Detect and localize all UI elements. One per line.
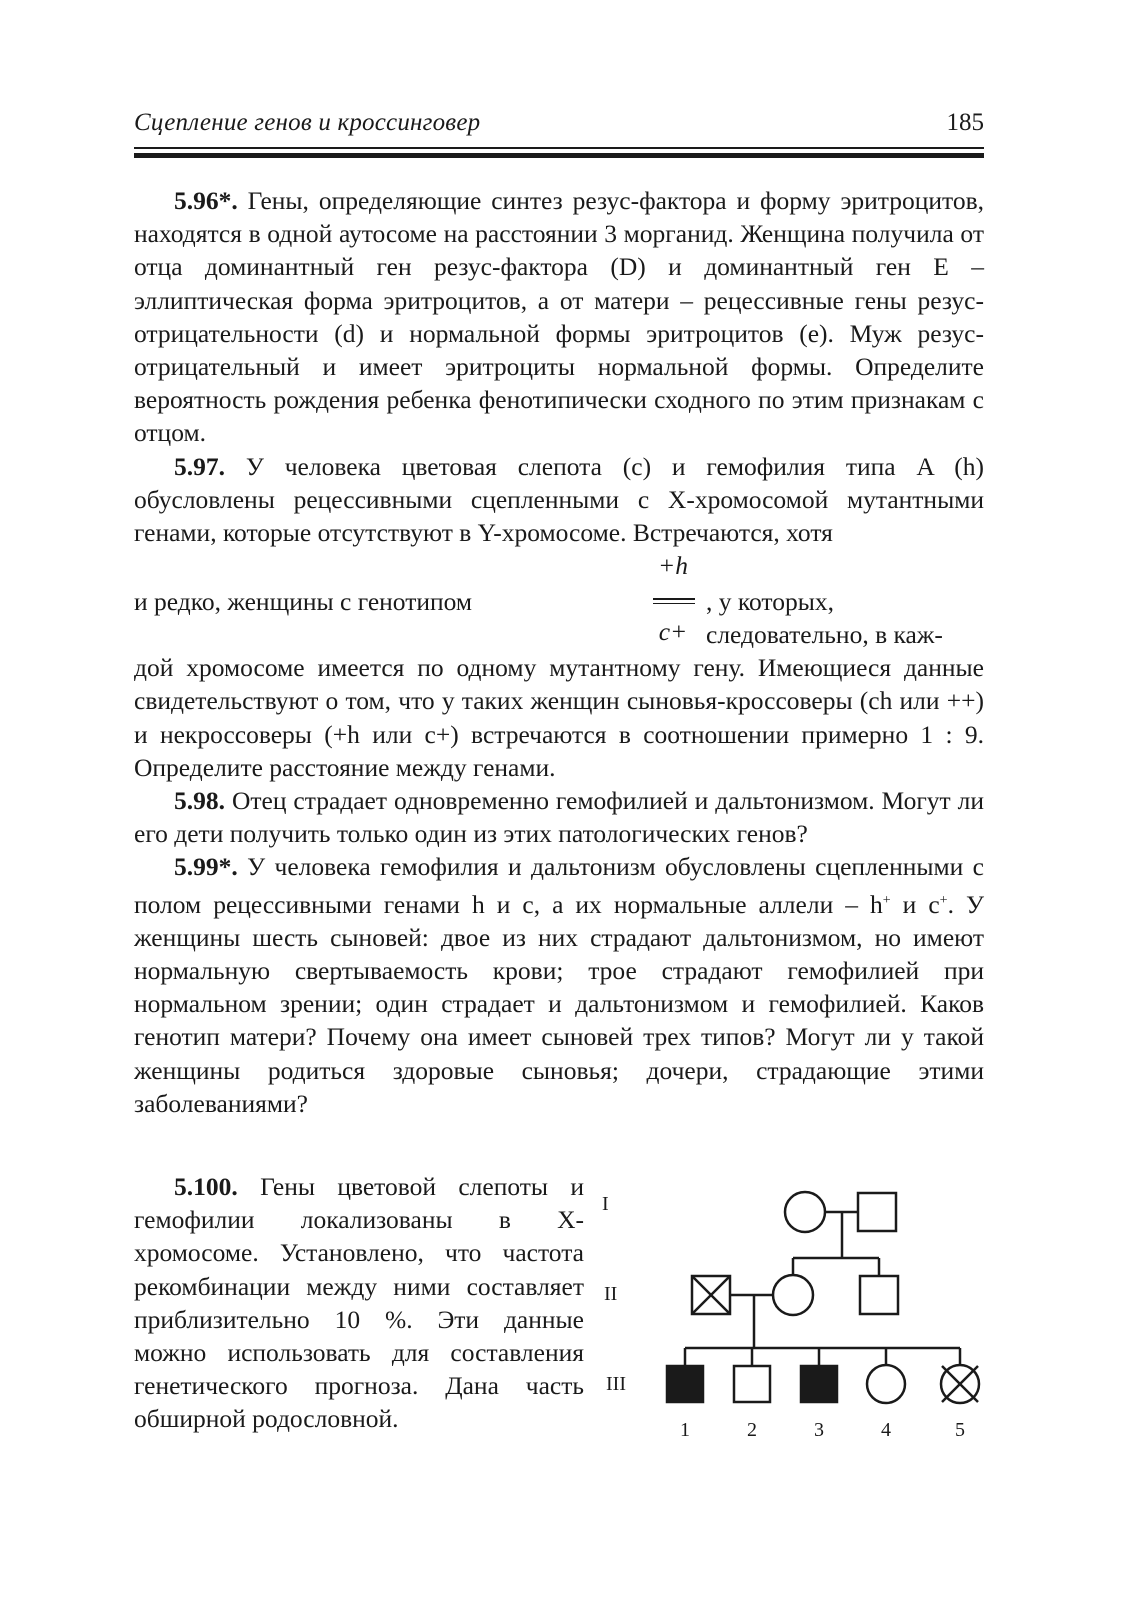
gen3-female-4 [867, 1365, 905, 1403]
formula-trail-text: , у которых, следовательно, в каж- [706, 587, 943, 650]
gen1-female [785, 1192, 825, 1232]
chromosome-top: +h [658, 551, 688, 581]
page-number: 185 [946, 109, 984, 136]
page-header [134, 105, 984, 145]
problem-5-97 [134, 450, 984, 550]
superscript-plus: + [882, 892, 891, 908]
individual-label-4: 4 [881, 1419, 891, 1441]
problem-text: . У женщины шесть сыновей: двое из них страдают дальтонизмом, но имеют нормальную свертываемость крови; трое страдают гемофилией при нормальном зрении; один страдает и дальтонизмом и гемофилией. Каков генотип матери? Почему она имеет сыновей трех типов? Могут ли у такой женщины родиться здоровые сыновья; дочери, страдающие этими заболеваниями? [134, 889, 985, 1118]
problem-text: Гены, определяющие синтез резус-фактора и форму эритроцитов, находятся в одной аутосоме на расстоянии 3 морганид. Женщина получила от отца доминантный ген резус-фактора (D) и доминантный ген E – эллиптическая форма эритроцитов, а от матери – рецессивные гены резус-отрицательности (d) и нормальной формы эритроцитов (e). Муж резус-отрицательный и имеет эритроциты нормальной формы. Определите вероятность рождения ребенка фенотипически сходного по этим признакам с отцом. [134, 186, 985, 448]
individual-label-5: 5 [955, 1419, 965, 1441]
gen2-male [860, 1276, 898, 1314]
problem-number: 5.100. [174, 1172, 238, 1201]
generation-label-1: I [602, 1193, 609, 1215]
chromosome-bottom: c+ [658, 617, 688, 647]
pedigree-chart [590, 1180, 1000, 1470]
gen3-affected-male-1 [667, 1366, 703, 1402]
problem-text: Отец страдает одновременно гемофилией и дальтонизмом. Могут ли его дети получить только один из этих патологических генов? [134, 786, 985, 849]
running-head: Сцепление генов и кроссинговер [134, 109, 481, 136]
problem-number: 5.99*. [174, 852, 238, 882]
individual-label-1: 1 [680, 1419, 690, 1441]
problem-5-100 [134, 1170, 584, 1436]
individual-label-3: 3 [814, 1419, 824, 1441]
problem-text: У человека цветовая слепота (c) и гемофилия типа A (h) обусловлены рецессивными сцепленными с X-хромосомой мутантными генами, которые отсутствуют в Y-хромосоме. Встречаются, хотя [134, 451, 984, 548]
chromosome-bar [653, 603, 695, 604]
problem-5-99 [134, 850, 984, 1120]
gen1-male [858, 1193, 896, 1231]
problem-5-100-column [134, 1170, 584, 1436]
formula-lead-text: и редко, женщины с генотипом [134, 587, 473, 617]
problem-text-column [134, 184, 984, 1120]
problem-5-98 [134, 784, 984, 850]
generation-label-2: II [604, 1283, 618, 1305]
problem-text: Гены цветовой слепоты и гемофилии локализованы в X- хромосоме. Установлено, что частота рекомбинации между ними составляет приблизительно 10 %. Эти данные можно использовать для составления генетического прогноза. Дана часть обширной родословной. [134, 1172, 585, 1434]
problem-text: дой хромосоме имеется по одному мутантному гену. Имеющиеся данные свидетельствуют о том, что у таких женщин сыновья-кроссоверы (ch или ++) и некроссоверы (+h или c+) встречаются в соотношении примерно 1 : 9. Определите расстояние между генами. [134, 653, 984, 782]
problem-number: 5.97. [174, 451, 225, 481]
gen2-female [773, 1275, 813, 1315]
header-rule-thin [134, 147, 984, 149]
gen3-affected-male-3 [801, 1366, 837, 1402]
gen3-male-2 [734, 1366, 770, 1402]
genotype-formula-line [134, 549, 984, 651]
problem-text: У человека гемофилия и дальтонизм обусловлены сцепленными с полом рецессивными генами h и c, а их нормальные аллели – h [134, 852, 984, 919]
problem-text: и c [890, 889, 940, 919]
problem-5-96 [134, 184, 984, 450]
problem-5-97-continued [134, 651, 984, 784]
generation-label-3: III [606, 1373, 626, 1395]
problem-number: 5.96*. [174, 186, 238, 215]
problem-number: 5.98. [174, 786, 225, 816]
superscript-plus: + [939, 892, 948, 908]
individual-label-2: 2 [747, 1419, 757, 1441]
header-rule-thick [134, 153, 984, 158]
chromosome-bar [653, 598, 695, 600]
